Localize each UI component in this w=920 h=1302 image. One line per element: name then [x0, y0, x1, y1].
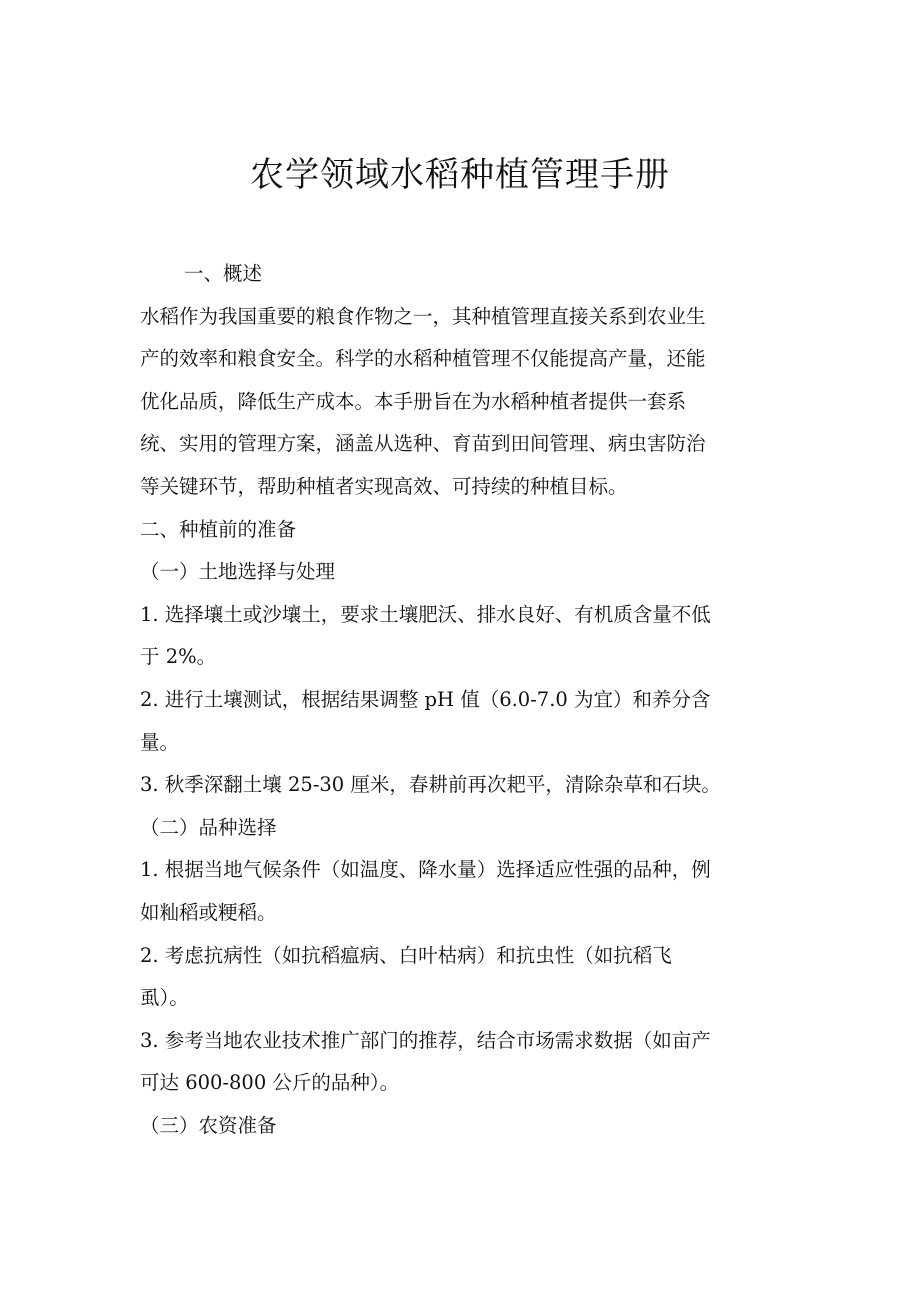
paragraph-line: 优化品质，降低生产成本。本手册旨在为水稻种植者提供一套系 [140, 389, 687, 413]
paragraph-line: 产的效率和粮食安全。科学的水稻种植管理不仅能提高产量，还能 [140, 347, 706, 371]
list-item-line: 3. 秋季深翻土壤 25-30 厘米，春耕前再次耙平，清除杂草和石块。 [140, 773, 721, 797]
document-title: 农学领域水稻种植管理手册 [250, 155, 670, 195]
paragraph-line: 统、实用的管理方案，涵盖从选种、育苗到田间管理、病虫害防治 [140, 432, 706, 456]
list-item-line: 3. 参考当地农业技术推广部门的推荐，结合市场需求数据（如亩产 [140, 1028, 711, 1052]
subsection-heading-land: （一）土地选择与处理 [140, 560, 336, 584]
section-heading-overview: 一、概述 [184, 262, 263, 285]
list-item-line: 虱）。 [140, 986, 189, 1010]
subsection-heading-variety: （二）品种选择 [140, 815, 277, 839]
paragraph-line: 水稻作为我国重要的粮食作物之一，其种植管理直接关系到农业生 [140, 304, 706, 328]
list-item-line: 可达 600-800 公斤的品种）。 [140, 1071, 400, 1095]
list-item-line: 1. 选择壤土或沙壤土，要求土壤肥沃、排水良好、有机质含量不低 [140, 602, 711, 626]
list-item-line: 于 2%。 [140, 645, 217, 669]
list-item-line: 1. 根据当地气候条件（如温度、降水量）选择适应性强的品种，例 [140, 858, 711, 882]
paragraph-line: 等关键环节，帮助种植者实现高效、可持续的种植目标。 [140, 474, 628, 498]
section-heading-preparation: 二、种植前的准备 [140, 517, 297, 541]
list-item-line: 2. 进行土壤测试，根据结果调整 pH 值（6.0-7.0 为宜）和养分含 [140, 687, 711, 711]
document-body [140, 253, 790, 1147]
list-item-line: 2. 考虑抗病性（如抗稻瘟病、白叶枯病）和抗虫性（如抗稻飞 [140, 943, 672, 967]
list-item-line: 量。 [140, 730, 180, 754]
subsection-heading-supplies: （三）农资准备 [140, 1113, 277, 1137]
list-item-line: 如籼稻或粳稻。 [140, 900, 277, 924]
